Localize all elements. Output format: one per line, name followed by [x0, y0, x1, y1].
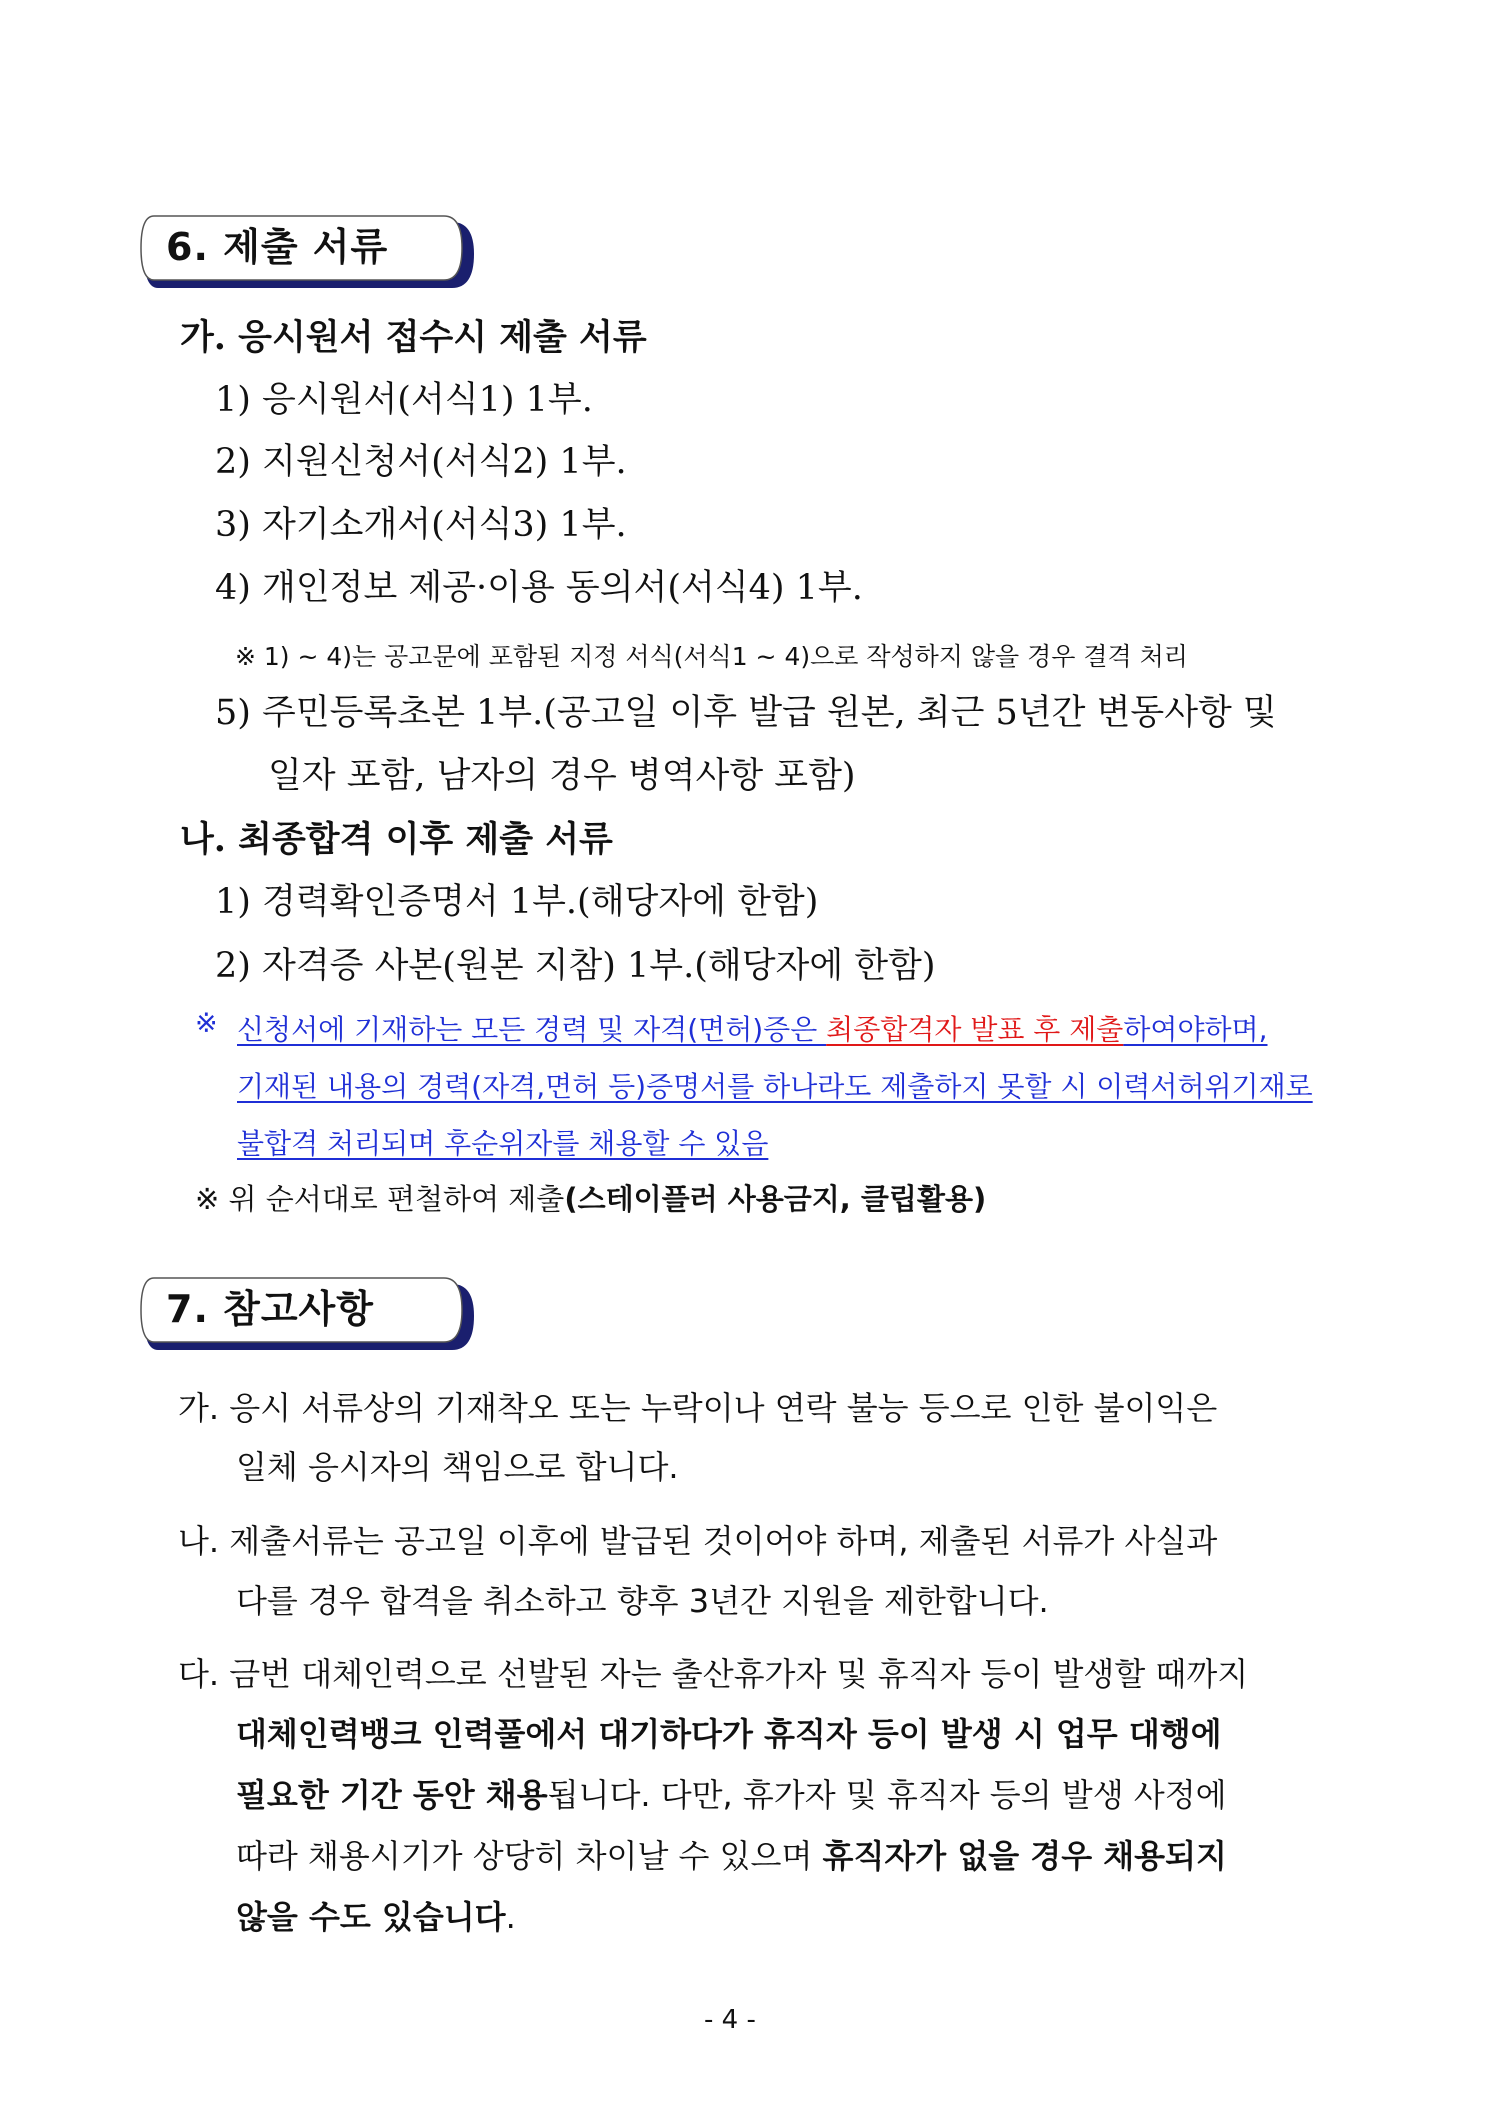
section7-da-line3	[236, 1770, 1227, 1816]
section6-warn-line2: 기재된 내용의 경력(자격,면허 등)증명서를 하나라도 제출하지 못할 시 이력서허위기재로	[237, 1070, 1313, 1103]
da-line4-pre: 따라 채용시기가 상당히 차이날 수 있으며	[236, 1837, 823, 1875]
section6-na-item-1: 1) 경력확인증명서 1부.(해당자에 한함)	[215, 882, 819, 922]
section7-na-line2: 다를 경우 합격을 취소하고 향후 3년간 지원을 제한합니다.	[236, 1582, 1049, 1620]
section6-warn-mark: ※	[195, 1008, 218, 1039]
section6-ga-item-3: 3) 자기소개서(서식3) 1부.	[215, 505, 627, 545]
order-note-pre: ※ 위 순서대로 편철하여 제출	[195, 1182, 565, 1216]
da-line5-end: .	[505, 1898, 516, 1936]
section7-da-line1: 다. 금번 대체인력으로 선발된 자는 출산휴가자 및 휴직자 등이 발생할 때까지	[178, 1655, 1249, 1693]
section6-warn-line1	[237, 1008, 1268, 1048]
section6-na-title: 나. 최종합격 이후 제출 서류	[180, 819, 613, 860]
da-line4-bold: 휴직자가 없을 경우 채용되지	[822, 1837, 1227, 1875]
warn-line1-post: 하여야하며,	[1123, 1013, 1268, 1046]
section7-da-line4	[236, 1831, 1227, 1877]
page-number: - 4 -	[704, 2005, 756, 2035]
section6-ga-item-2: 2) 지원신청서(서식2) 1부.	[215, 442, 627, 482]
da-line3-rest: 됩니다. 다만, 휴가자 및 휴직자 등의 발생 사정에	[547, 1776, 1227, 1814]
warn-line1-red: 최종합격자 발표 후 제출	[826, 1013, 1124, 1046]
section6-ga-item-4: 4) 개인정보 제공·이용 동의서(서식4) 1부.	[215, 568, 863, 608]
section6-na-item-2: 2) 자격증 사본(원본 지참) 1부.(해당자에 한함)	[215, 946, 936, 986]
da-line5-bold: 않을 수도 있습니다	[236, 1898, 506, 1936]
section7-heading: 7. 참고사항	[166, 1287, 374, 1331]
section6-heading-box	[140, 214, 480, 292]
warn-line1-pre: 신청서에 기재하는 모든 경력 및 자격(면허)증은	[237, 1013, 827, 1046]
section6-heading: 6. 제출 서류	[166, 225, 389, 269]
section6-order-note	[195, 1177, 986, 1218]
section6-ga-title: 가. 응시원서 접수시 제출 서류	[180, 317, 647, 358]
section7-da-line2: 대체인력뱅크 인력풀에서 대기하다가 휴직자 등이 발생 시 업무 대행에	[236, 1715, 1222, 1753]
section6-ga-note: ※ 1) ~ 4)는 공고문에 포함된 지정 서식(서식1 ~ 4)으로 작성하지 않을 경우 결격 처리	[235, 642, 1188, 671]
section6-ga-item-1: 1) 응시원서(서식1) 1부.	[215, 380, 593, 420]
order-note-bold: (스테이플러 사용금지, 클립활용)	[564, 1182, 987, 1216]
section6-warn-line3: 불합격 처리되며 후순위자를 채용할 수 있음	[237, 1127, 769, 1160]
section7-ga-line1: 가. 응시 서류상의 기재착오 또는 누락이나 연락 불능 등으로 인한 불이익은	[178, 1389, 1218, 1427]
section6-ga-item-5-line1: 5) 주민등록초본 1부.(공고일 이후 발급 원본, 최근 5년간 변동사항 및	[215, 693, 1277, 733]
section7-na-line1: 나. 제출서류는 공고일 이후에 발급된 것이어야 하며, 제출된 서류가 사실과	[178, 1522, 1218, 1560]
section7-ga-line2: 일체 응시자의 책임으로 합니다.	[236, 1448, 679, 1486]
section7-da-line5	[236, 1892, 516, 1938]
da-line3-bold: 필요한 기간 동안 채용	[236, 1776, 548, 1814]
section7-heading-box	[140, 1276, 480, 1354]
section6-ga-item-5-line2: 일자 포함, 남자의 경우 병역사항 포함)	[268, 756, 856, 796]
